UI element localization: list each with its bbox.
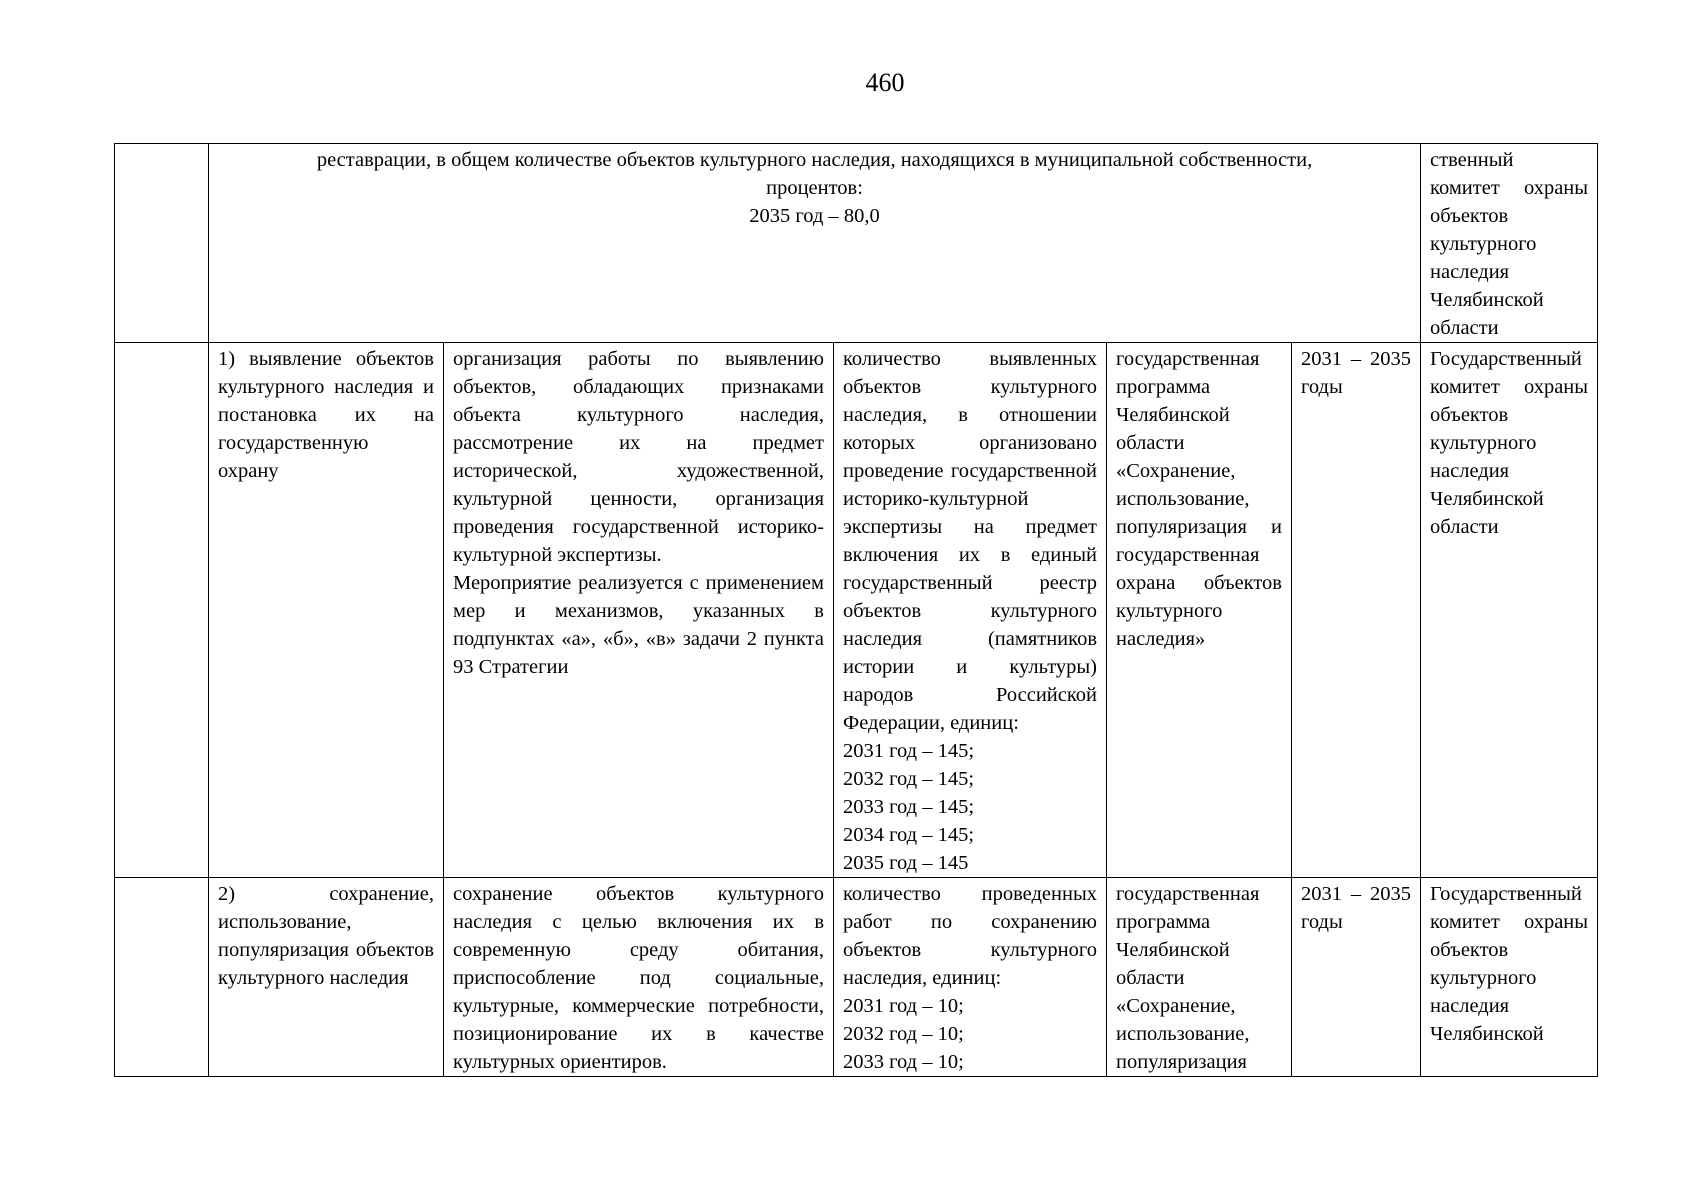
task-cell: 1) выявление объектов культурного наследия и постановка их на государственную охрану [209, 343, 444, 878]
number-cell [115, 343, 209, 878]
indicator-text: количество выявленных объектов культурного наследия, в отношении которых организовано проведение государственной историко-культурной экспертизы на предмет включения их в единый государственный реестр объектов культурного наследия (памятников истории и культуры) народов Российской Федерации, единиц: [843, 348, 1097, 734]
indicator-value: 2033 год – 145; [843, 796, 975, 818]
measure-extra-text: Мероприятие реализуется с применением мер и механизмов, указанных в подпунктах «а», «б», «в» задачи 2 пункта 93 Стратегии [453, 572, 824, 678]
page-number: 460 [865, 68, 905, 97]
indicator-value: 2033 год – 10; [843, 1051, 964, 1073]
table-row-continuation [115, 144, 1598, 343]
number-cell [115, 144, 209, 343]
indicator-value: 2032 год – 145; [843, 768, 975, 790]
measure-text: организация работы по выявлению объектов, обладающих признаками объекта культурного наследия, рассмотрение их на предмет исторической, художественной, культурной ценности, организация проведения государственной историко-культурной экспертизы. [453, 348, 824, 566]
goal-line: 2035 год – 80,0 [749, 205, 880, 227]
program-cell: государственная программа Челябинской области «Сохранение, использование, популяризация [1107, 878, 1292, 1077]
strategy-table [114, 143, 1598, 1077]
measure-cell [444, 343, 834, 878]
responsible-cell: ственный комитет охраны объектов культурного наследия Челябинской области [1421, 144, 1598, 343]
indicator-value: 2031 год – 10; [843, 995, 964, 1017]
indicator-value: 2035 год – 145 [843, 852, 969, 874]
indicator-value: 2034 год – 145; [843, 824, 975, 846]
responsible-cell: Государственный комитет охраны объектов культурного наследия Челябинской области [1421, 343, 1598, 878]
indicator-value: 2031 год – 145; [843, 740, 975, 762]
indicator-cell [834, 343, 1107, 878]
goal-cell [209, 144, 1421, 343]
measure-cell [444, 878, 834, 1077]
goal-line: процентов: [766, 177, 863, 199]
task-cell: 2) сохранение, использование, популяризация объектов культурного наследия [209, 878, 444, 1077]
measure-text: сохранение объектов культурного наследия с целью включения их в современную среду обитания, приспособление под социальные, культурные, коммерческие потребности, позиционирование их в качестве культурных ориентиров. [453, 883, 824, 1073]
indicator-cell [834, 878, 1107, 1077]
table-row [115, 878, 1598, 1077]
responsible-cell: Государственный комитет охраны объектов культурного наследия Челябинской [1421, 878, 1598, 1077]
period-cell: 2031 – 2035 годы [1292, 878, 1421, 1077]
indicator-text: количество проведенных работ по сохранению объектов культурного наследия, единиц: [843, 883, 1097, 989]
number-cell [115, 878, 209, 1077]
goal-line: реставрации, в общем количестве объектов культурного наследия, находящихся в муниципальной собственности, [316, 149, 1313, 171]
program-cell: государственная программа Челябинской области «Сохранение, использование, популяризация и государственная охрана объектов культурного наследия» [1107, 343, 1292, 878]
period-cell: 2031 – 2035 годы [1292, 343, 1421, 878]
table-row [115, 343, 1598, 878]
indicator-value: 2032 год – 10; [843, 1023, 964, 1045]
